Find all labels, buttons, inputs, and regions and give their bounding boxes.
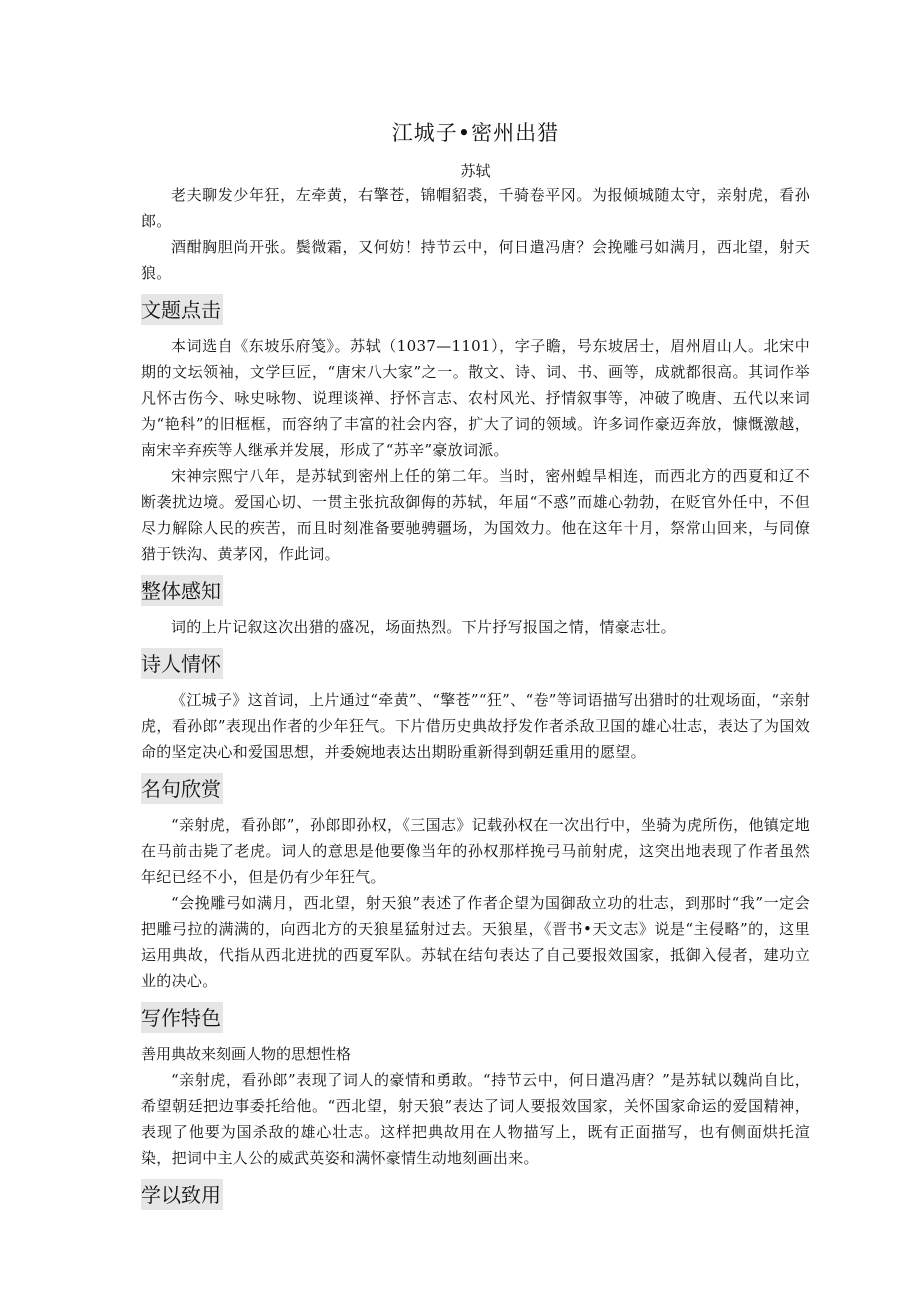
section-heading-zhengti: 整体感知: [141, 575, 223, 606]
poem-author: 苏轼: [460, 162, 491, 180]
section-paragraph: “亲射虎，看孙郎”，孙郎即孙权，《三国志》记载孙权在一次出行中，坐骑为虎所伤，他镇定地在马前击毙了老虎。词人的意思是他要像当年的孙权那样挽弓马前射虎，这突出地表现了作者虽然年纪已经不小，但是仍有少年狂气。: [141, 816, 810, 886]
section-heading-wenti: 文题点击: [141, 294, 223, 325]
section-paragraph: 《江城子》这首词，上片通过“牵黄”、“擎苍”“狂”、“卷”等词语描写出猎时的壮观场面，“亲射虎，看孙郎”表现出作者的少年狂气。下片借历史典故抒发作者杀敌卫国的雄心壮志，表达了为国效命的坚定决心和爱国思想，并委婉地表达出期盼重新得到朝廷重用的愿望。: [141, 691, 810, 761]
section-paragraph: “亲射虎，看孙郎”表现了词人的豪情和勇敢。“持节云中，何日遣冯唐？”是苏轼以魏尚自比，希望朝廷把边事委托给他。“西北望，射天狼”表达了词人要报效国家，关怀国家命运的爱国精神，表现了他要为国杀敌的雄心壮志。这样把典故用在人物描写上，既有正面描写，也有侧面烘托渲染，把词中主人公的威武英姿和满怀豪情生动地刻画出来。: [141, 1071, 810, 1167]
poem-stanza-1: 老夫聊发少年狂，左牵黄，右擎苍，锦帽貂裘，千骑卷平冈。为报倾城随太守，亲射虎，看孙郎。: [141, 186, 810, 230]
section-paragraph: 本词选自《东坡乐府笺》。苏轼（1037—1101），字子瞻，号东坡居士，眉州眉山人。北宋中期的文坛领袖，文学巨匠，“唐宋八大家”之一。散文、诗、词、书、画等，成就都很高。其词作举凡怀古伤今、咏史咏物、说理谈禅、抒怀言志、农村风光、抒情叙事等，冲破了晚唐、五代以来词为“艳科”的旧框框，而容纳了丰富的社会内容，扩大了词的领域。许多词作豪迈奔放，慷慨激越，南宋辛弃疾等人继承并发展，形成了“苏辛”豪放词派。: [141, 337, 810, 459]
section-subtitle: 善用典故来刻画人物的思想性格: [141, 1045, 352, 1063]
section-paragraph: 词的上片记叙这次出猎的盛况，场面热烈。下片抒写报国之情，情豪志壮。: [171, 618, 676, 636]
section-heading-qinghuai: 诗人情怀: [141, 648, 223, 679]
poem-title: 江城子•密州出猎: [391, 121, 560, 145]
poem-stanza-2: 酒酣胸胆尚开张。鬓微霜，又何妨！持节云中，何日遣冯唐？会挽雕弓如满月，西北望，射天狼。: [141, 238, 810, 282]
section-paragraph: 宋神宗熙宁八年，是苏轼到密州上任的第二年。当时，密州蝗旱相连，而西北方的西夏和辽不断袭扰边境。爱国心切、一贯主张抗敌御侮的苏轼，年届“不惑”而雄心勃勃，在贬官外任中，不但尽力解除人民的疾苦，而且时刻准备要驰骋疆场，为国效力。他在这年十月，祭常山回来，与同僚猎于铁沟、黄茅冈，作此词。: [141, 467, 810, 563]
section-heading-xueyi: 学以致用: [141, 1179, 223, 1210]
section-paragraph: “会挽雕弓如满月，西北望，射天狼”表述了作者企望为国御敌立功的壮志，到那时“我”一定会把雕弓拉的满满的，向西北方的天狼星猛射过去。天狼星，《晋书•天文志》说是“主侵略”的，这里运用典故，代指从西北进扰的西夏军队。苏轼在结句表达了自己要报效国家，抵御入侵者，建功立业的决心。: [141, 894, 810, 990]
section-heading-xiezuo: 写作特色: [141, 1002, 223, 1033]
section-heading-mingju: 名句欣赏: [141, 773, 223, 804]
